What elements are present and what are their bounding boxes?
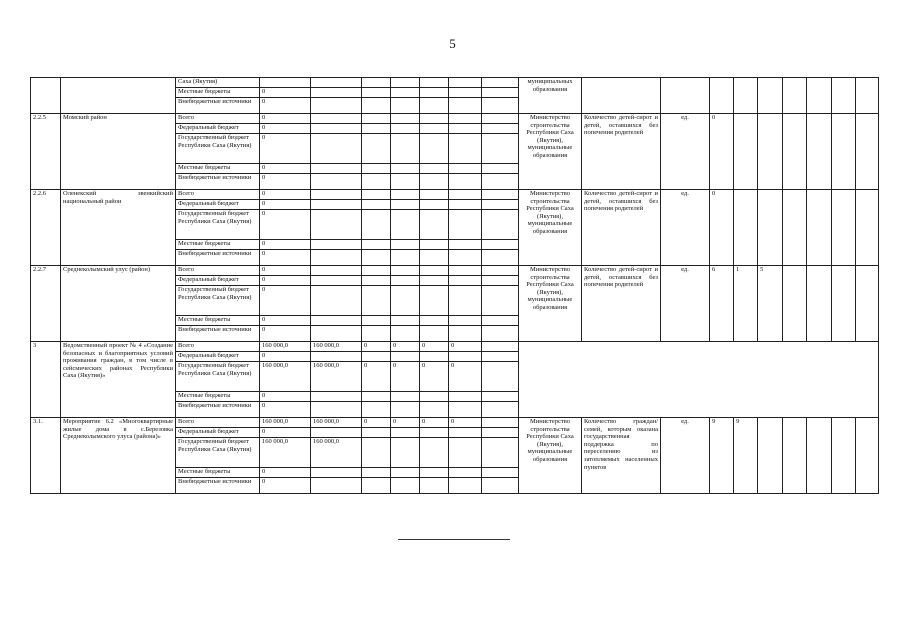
executor-cell: Министерство строительства Республики Саха (Якутия), муниципальные образования: [519, 114, 582, 190]
value-cell: [391, 326, 420, 342]
value-cell: [362, 438, 391, 468]
value-cell: [391, 468, 420, 478]
value-cell: 160 000,0: [311, 342, 362, 352]
indicator-cell: Количество детей-сирот и детей, оставшихся без попечения родителей: [582, 190, 661, 266]
target-cell: [807, 266, 832, 342]
value-cell: [391, 352, 420, 362]
value-cell: [391, 316, 420, 326]
value-cell: [449, 134, 482, 164]
value-cell: [391, 240, 420, 250]
source-cell: Внебюджетные источники: [176, 402, 260, 418]
source-cell: Местные бюджеты: [176, 240, 260, 250]
source-cell: Государственный бюджет Республики Саха (Якутия): [176, 210, 260, 240]
target-cell: 0: [710, 190, 734, 266]
value-cell: [311, 352, 362, 362]
value-cell: 0: [362, 418, 391, 428]
value-cell: 0: [260, 326, 311, 342]
source-cell: Государственный бюджет Республики Саха (Якутия): [176, 438, 260, 468]
source-cell: Внебюджетные источники: [176, 326, 260, 342]
value-cell: [391, 124, 420, 134]
value-cell: 0: [449, 418, 482, 428]
value-cell: [449, 468, 482, 478]
value-cell: [420, 174, 449, 190]
value-cell: [311, 402, 362, 418]
target-cell: 9: [734, 418, 758, 494]
value-cell: 0: [449, 362, 482, 392]
value-cell: [311, 276, 362, 286]
pad-cell: [482, 266, 519, 276]
project-merged-cell: [519, 342, 879, 418]
value-cell: 160 000,0: [260, 438, 311, 468]
pad-cell: [482, 98, 519, 114]
source-cell: Всего: [176, 266, 260, 276]
value-cell: 160 000,0: [311, 362, 362, 392]
value-cell: [449, 124, 482, 134]
unit-cell: ед.: [661, 266, 710, 342]
source-cell: Федеральный бюджет: [176, 276, 260, 286]
value-cell: [362, 240, 391, 250]
value-cell: [420, 240, 449, 250]
source-cell: Государственный бюджет Республики Саха (Якутия): [176, 286, 260, 316]
value-cell: 0: [260, 124, 311, 134]
value-cell: [420, 88, 449, 98]
value-cell: [362, 124, 391, 134]
value-cell: [362, 250, 391, 266]
unit-cell: ед.: [661, 190, 710, 266]
value-cell: [311, 240, 362, 250]
num-cell: 3: [31, 342, 61, 418]
value-cell: [420, 326, 449, 342]
pad-cell: [482, 326, 519, 342]
name-cell: [61, 78, 176, 114]
value-cell: 0: [449, 342, 482, 352]
value-cell: [362, 402, 391, 418]
source-cell: Местные бюджеты: [176, 316, 260, 326]
target-cell: [807, 78, 832, 114]
value-cell: [391, 164, 420, 174]
value-cell: [449, 266, 482, 276]
value-cell: [449, 352, 482, 362]
value-cell: [362, 276, 391, 286]
value-cell: [420, 114, 449, 124]
pad-cell: [482, 124, 519, 134]
value-cell: [420, 428, 449, 438]
value-cell: [420, 134, 449, 164]
value-cell: 0: [260, 88, 311, 98]
value-cell: [420, 250, 449, 266]
indicator-cell: Количество детей-сирот и детей, оставшихся без попечения родителей: [582, 114, 661, 190]
value-cell: [311, 114, 362, 124]
pad-cell: [482, 250, 519, 266]
value-cell: 0: [260, 210, 311, 240]
value-cell: [391, 174, 420, 190]
indicator-cell: Количество граждан/семей, которым оказана государственная поддержка по переселению из затопляемых населенных пунктов: [582, 418, 661, 494]
value-cell: [362, 200, 391, 210]
value-cell: 0: [260, 250, 311, 266]
executor-cell: Министерство строительства Республики Саха (Якутия), муниципальные образования: [519, 190, 582, 266]
target-cell: [710, 78, 734, 114]
num-cell: 2.2.7: [31, 266, 61, 342]
value-cell: 0: [391, 418, 420, 428]
target-cell: 6: [710, 266, 734, 342]
value-cell: 0: [260, 266, 311, 276]
target-cell: [832, 266, 856, 342]
pad-cell: [482, 428, 519, 438]
source-cell: Всего: [176, 418, 260, 428]
value-cell: [391, 200, 420, 210]
target-cell: [856, 190, 879, 266]
value-cell: [391, 392, 420, 402]
value-cell: 0: [362, 342, 391, 352]
source-cell: Государственный бюджет Республики Саха (Якутия): [176, 362, 260, 392]
value-cell: [362, 392, 391, 402]
name-cell: Ведомственный проект № 4 «Создание безопасных и благоприятных условий проживания граждан, в том числе в сейсмических районах Республики Саха (Якутия)»: [61, 342, 176, 418]
value-cell: [311, 210, 362, 240]
value-cell: [449, 210, 482, 240]
unit-cell: ед.: [661, 418, 710, 494]
value-cell: [362, 478, 391, 494]
value-cell: 0: [260, 174, 311, 190]
value-cell: 0: [260, 286, 311, 316]
pad-cell: [482, 200, 519, 210]
value-cell: [449, 438, 482, 468]
value-cell: [260, 78, 311, 88]
num-cell: [31, 78, 61, 114]
pad-cell: [482, 174, 519, 190]
value-cell: [449, 286, 482, 316]
pad-cell: [482, 438, 519, 468]
value-cell: [449, 402, 482, 418]
num-cell: 2.2.5: [31, 114, 61, 190]
table-row: [31, 114, 879, 124]
value-cell: [311, 174, 362, 190]
value-cell: 160 000,0: [311, 438, 362, 468]
name-cell: Оленекский эвенкийский национальный район: [61, 190, 176, 266]
value-cell: [449, 250, 482, 266]
value-cell: [449, 276, 482, 286]
value-cell: 0: [260, 240, 311, 250]
pad-cell: [482, 276, 519, 286]
value-cell: [362, 114, 391, 124]
target-cell: [734, 78, 758, 114]
pad-cell: [482, 164, 519, 174]
program-table: [30, 77, 879, 494]
target-cell: [807, 114, 832, 190]
value-cell: [362, 174, 391, 190]
value-cell: 0: [260, 114, 311, 124]
pad-cell: [482, 362, 519, 392]
value-cell: 0: [260, 190, 311, 200]
target-cell: [783, 266, 807, 342]
value-cell: [362, 326, 391, 342]
table-row: [31, 78, 879, 88]
target-cell: [734, 190, 758, 266]
pad-cell: [482, 240, 519, 250]
value-cell: [449, 240, 482, 250]
target-cell: [832, 78, 856, 114]
pad-cell: [482, 134, 519, 164]
executor-cell: Министерство строительства Республики Саха (Якутия), муниципальные образования: [519, 266, 582, 342]
value-cell: 0: [391, 362, 420, 392]
target-cell: [783, 78, 807, 114]
value-cell: 160 000,0: [260, 362, 311, 392]
value-cell: [311, 478, 362, 494]
value-cell: [420, 392, 449, 402]
value-cell: [420, 286, 449, 316]
value-cell: [449, 200, 482, 210]
value-cell: [362, 190, 391, 200]
target-cell: [758, 78, 783, 114]
value-cell: [311, 326, 362, 342]
num-cell: 2.2.6: [31, 190, 61, 266]
value-cell: [362, 164, 391, 174]
source-cell: Федеральный бюджет: [176, 124, 260, 134]
value-cell: [391, 276, 420, 286]
pad-cell: [482, 78, 519, 88]
value-cell: 0: [362, 362, 391, 392]
executor-cell: муниципальных образования: [519, 78, 582, 114]
pad-cell: [482, 352, 519, 362]
value-cell: [311, 78, 362, 88]
value-cell: [391, 438, 420, 468]
target-cell: [758, 418, 783, 494]
value-cell: [362, 266, 391, 276]
pad-cell: [482, 402, 519, 418]
target-cell: [807, 190, 832, 266]
target-cell: [832, 114, 856, 190]
pad-cell: [482, 418, 519, 428]
indicator-cell: Количество детей-сирот и детей, оставшихся без попечения родителей: [582, 266, 661, 342]
table-row: [31, 342, 879, 352]
value-cell: 160 000,0: [260, 418, 311, 428]
value-cell: 0: [260, 478, 311, 494]
target-cell: [783, 418, 807, 494]
value-cell: [311, 286, 362, 316]
value-cell: [311, 392, 362, 402]
target-cell: [856, 266, 879, 342]
value-cell: [420, 316, 449, 326]
value-cell: [362, 316, 391, 326]
source-cell: Всего: [176, 114, 260, 124]
target-cell: [758, 190, 783, 266]
value-cell: [311, 468, 362, 478]
value-cell: [362, 78, 391, 88]
source-cell: Внебюджетные источники: [176, 478, 260, 494]
value-cell: [391, 134, 420, 164]
value-cell: [420, 164, 449, 174]
value-cell: [362, 428, 391, 438]
value-cell: [362, 98, 391, 114]
value-cell: 160 000,0: [260, 342, 311, 352]
value-cell: 160 000,0: [311, 418, 362, 428]
source-cell: Внебюджетные источники: [176, 174, 260, 190]
value-cell: 0: [260, 200, 311, 210]
value-cell: 0: [260, 468, 311, 478]
target-cell: [832, 190, 856, 266]
value-cell: [449, 164, 482, 174]
pad-cell: [482, 286, 519, 316]
value-cell: [362, 88, 391, 98]
value-cell: [311, 200, 362, 210]
value-cell: [420, 98, 449, 114]
value-cell: [391, 190, 420, 200]
pad-cell: [482, 190, 519, 200]
num-cell: 3.1.: [31, 418, 61, 494]
target-cell: [783, 114, 807, 190]
value-cell: [362, 210, 391, 240]
value-cell: 0: [260, 276, 311, 286]
value-cell: [391, 286, 420, 316]
unit-cell: ед.: [661, 114, 710, 190]
pad-cell: [482, 88, 519, 98]
value-cell: [391, 78, 420, 88]
value-cell: [362, 286, 391, 316]
value-cell: [391, 114, 420, 124]
name-cell: Среднеколымский улус (район): [61, 266, 176, 342]
value-cell: 0: [260, 316, 311, 326]
target-cell: [856, 418, 879, 494]
target-cell: [758, 114, 783, 190]
page-number: 5: [449, 36, 456, 51]
value-cell: [311, 266, 362, 276]
value-cell: 0: [260, 428, 311, 438]
name-cell: Мероприятие 6.2 «Многоквартирные жилые дома в с.Березовка Среднеколымского улуса (района)»: [61, 418, 176, 494]
value-cell: 0: [260, 392, 311, 402]
target-cell: [832, 418, 856, 494]
value-cell: [391, 88, 420, 98]
source-cell: Всего: [176, 190, 260, 200]
source-cell: Саха (Якутия): [176, 78, 260, 88]
source-cell: Местные бюджеты: [176, 164, 260, 174]
table-row: [31, 190, 879, 200]
value-cell: [420, 266, 449, 276]
value-cell: [420, 276, 449, 286]
pad-cell: [482, 210, 519, 240]
name-cell: Момский район: [61, 114, 176, 190]
value-cell: [449, 316, 482, 326]
value-cell: [449, 88, 482, 98]
value-cell: [420, 438, 449, 468]
value-cell: [311, 250, 362, 266]
indicator-cell: [582, 78, 661, 114]
table-row: [31, 266, 879, 276]
value-cell: [420, 124, 449, 134]
target-cell: [807, 418, 832, 494]
source-cell: Федеральный бюджет: [176, 200, 260, 210]
target-cell: 5: [758, 266, 783, 342]
value-cell: [449, 428, 482, 438]
source-cell: Местные бюджеты: [176, 88, 260, 98]
value-cell: [420, 210, 449, 240]
target-cell: [734, 114, 758, 190]
executor-cell: Министерство строительства Республики Саха (Якутия), муниципальные образования: [519, 418, 582, 494]
value-cell: 0: [420, 362, 449, 392]
value-cell: [449, 478, 482, 494]
value-cell: [391, 428, 420, 438]
source-cell: Всего: [176, 342, 260, 352]
value-cell: [311, 88, 362, 98]
value-cell: [391, 266, 420, 276]
value-cell: [449, 78, 482, 88]
value-cell: [449, 98, 482, 114]
value-cell: [311, 316, 362, 326]
source-cell: Внебюджетные источники: [176, 98, 260, 114]
value-cell: [449, 174, 482, 190]
value-cell: 0: [260, 164, 311, 174]
target-cell: [783, 190, 807, 266]
source-cell: Местные бюджеты: [176, 468, 260, 478]
pad-cell: [482, 342, 519, 352]
value-cell: [362, 352, 391, 362]
value-cell: [391, 98, 420, 114]
value-cell: 0: [260, 134, 311, 164]
value-cell: [420, 190, 449, 200]
footer-rule: [398, 539, 510, 540]
value-cell: [420, 468, 449, 478]
value-cell: [420, 78, 449, 88]
pad-cell: [482, 114, 519, 124]
value-cell: 0: [260, 98, 311, 114]
value-cell: [449, 392, 482, 402]
source-cell: Государственный бюджет Республики Саха (Якутия): [176, 134, 260, 164]
value-cell: [391, 402, 420, 418]
value-cell: [391, 210, 420, 240]
value-cell: [420, 478, 449, 494]
target-cell: 1: [734, 266, 758, 342]
source-cell: Внебюджетные источники: [176, 250, 260, 266]
pad-cell: [482, 392, 519, 402]
value-cell: 0: [391, 342, 420, 352]
value-cell: [311, 98, 362, 114]
value-cell: [420, 402, 449, 418]
source-cell: Федеральный бюджет: [176, 428, 260, 438]
value-cell: [391, 478, 420, 494]
value-cell: [449, 190, 482, 200]
value-cell: 0: [260, 352, 311, 362]
value-cell: [311, 164, 362, 174]
value-cell: 0: [420, 342, 449, 352]
value-cell: [449, 326, 482, 342]
unit-cell: [661, 78, 710, 114]
source-cell: Местные бюджеты: [176, 392, 260, 402]
target-cell: [856, 78, 879, 114]
pad-cell: [482, 468, 519, 478]
value-cell: [362, 468, 391, 478]
pad-cell: [482, 316, 519, 326]
target-cell: [856, 114, 879, 190]
value-cell: [311, 134, 362, 164]
target-cell: 0: [710, 114, 734, 190]
value-cell: [311, 190, 362, 200]
value-cell: [420, 200, 449, 210]
value-cell: 0: [420, 418, 449, 428]
value-cell: [311, 124, 362, 134]
value-cell: [391, 250, 420, 266]
table-row: [31, 418, 879, 428]
value-cell: [311, 428, 362, 438]
value-cell: 0: [260, 402, 311, 418]
source-cell: Федеральный бюджет: [176, 352, 260, 362]
target-cell: 9: [710, 418, 734, 494]
value-cell: [362, 134, 391, 164]
value-cell: [449, 114, 482, 124]
value-cell: [420, 352, 449, 362]
pad-cell: [482, 478, 519, 494]
